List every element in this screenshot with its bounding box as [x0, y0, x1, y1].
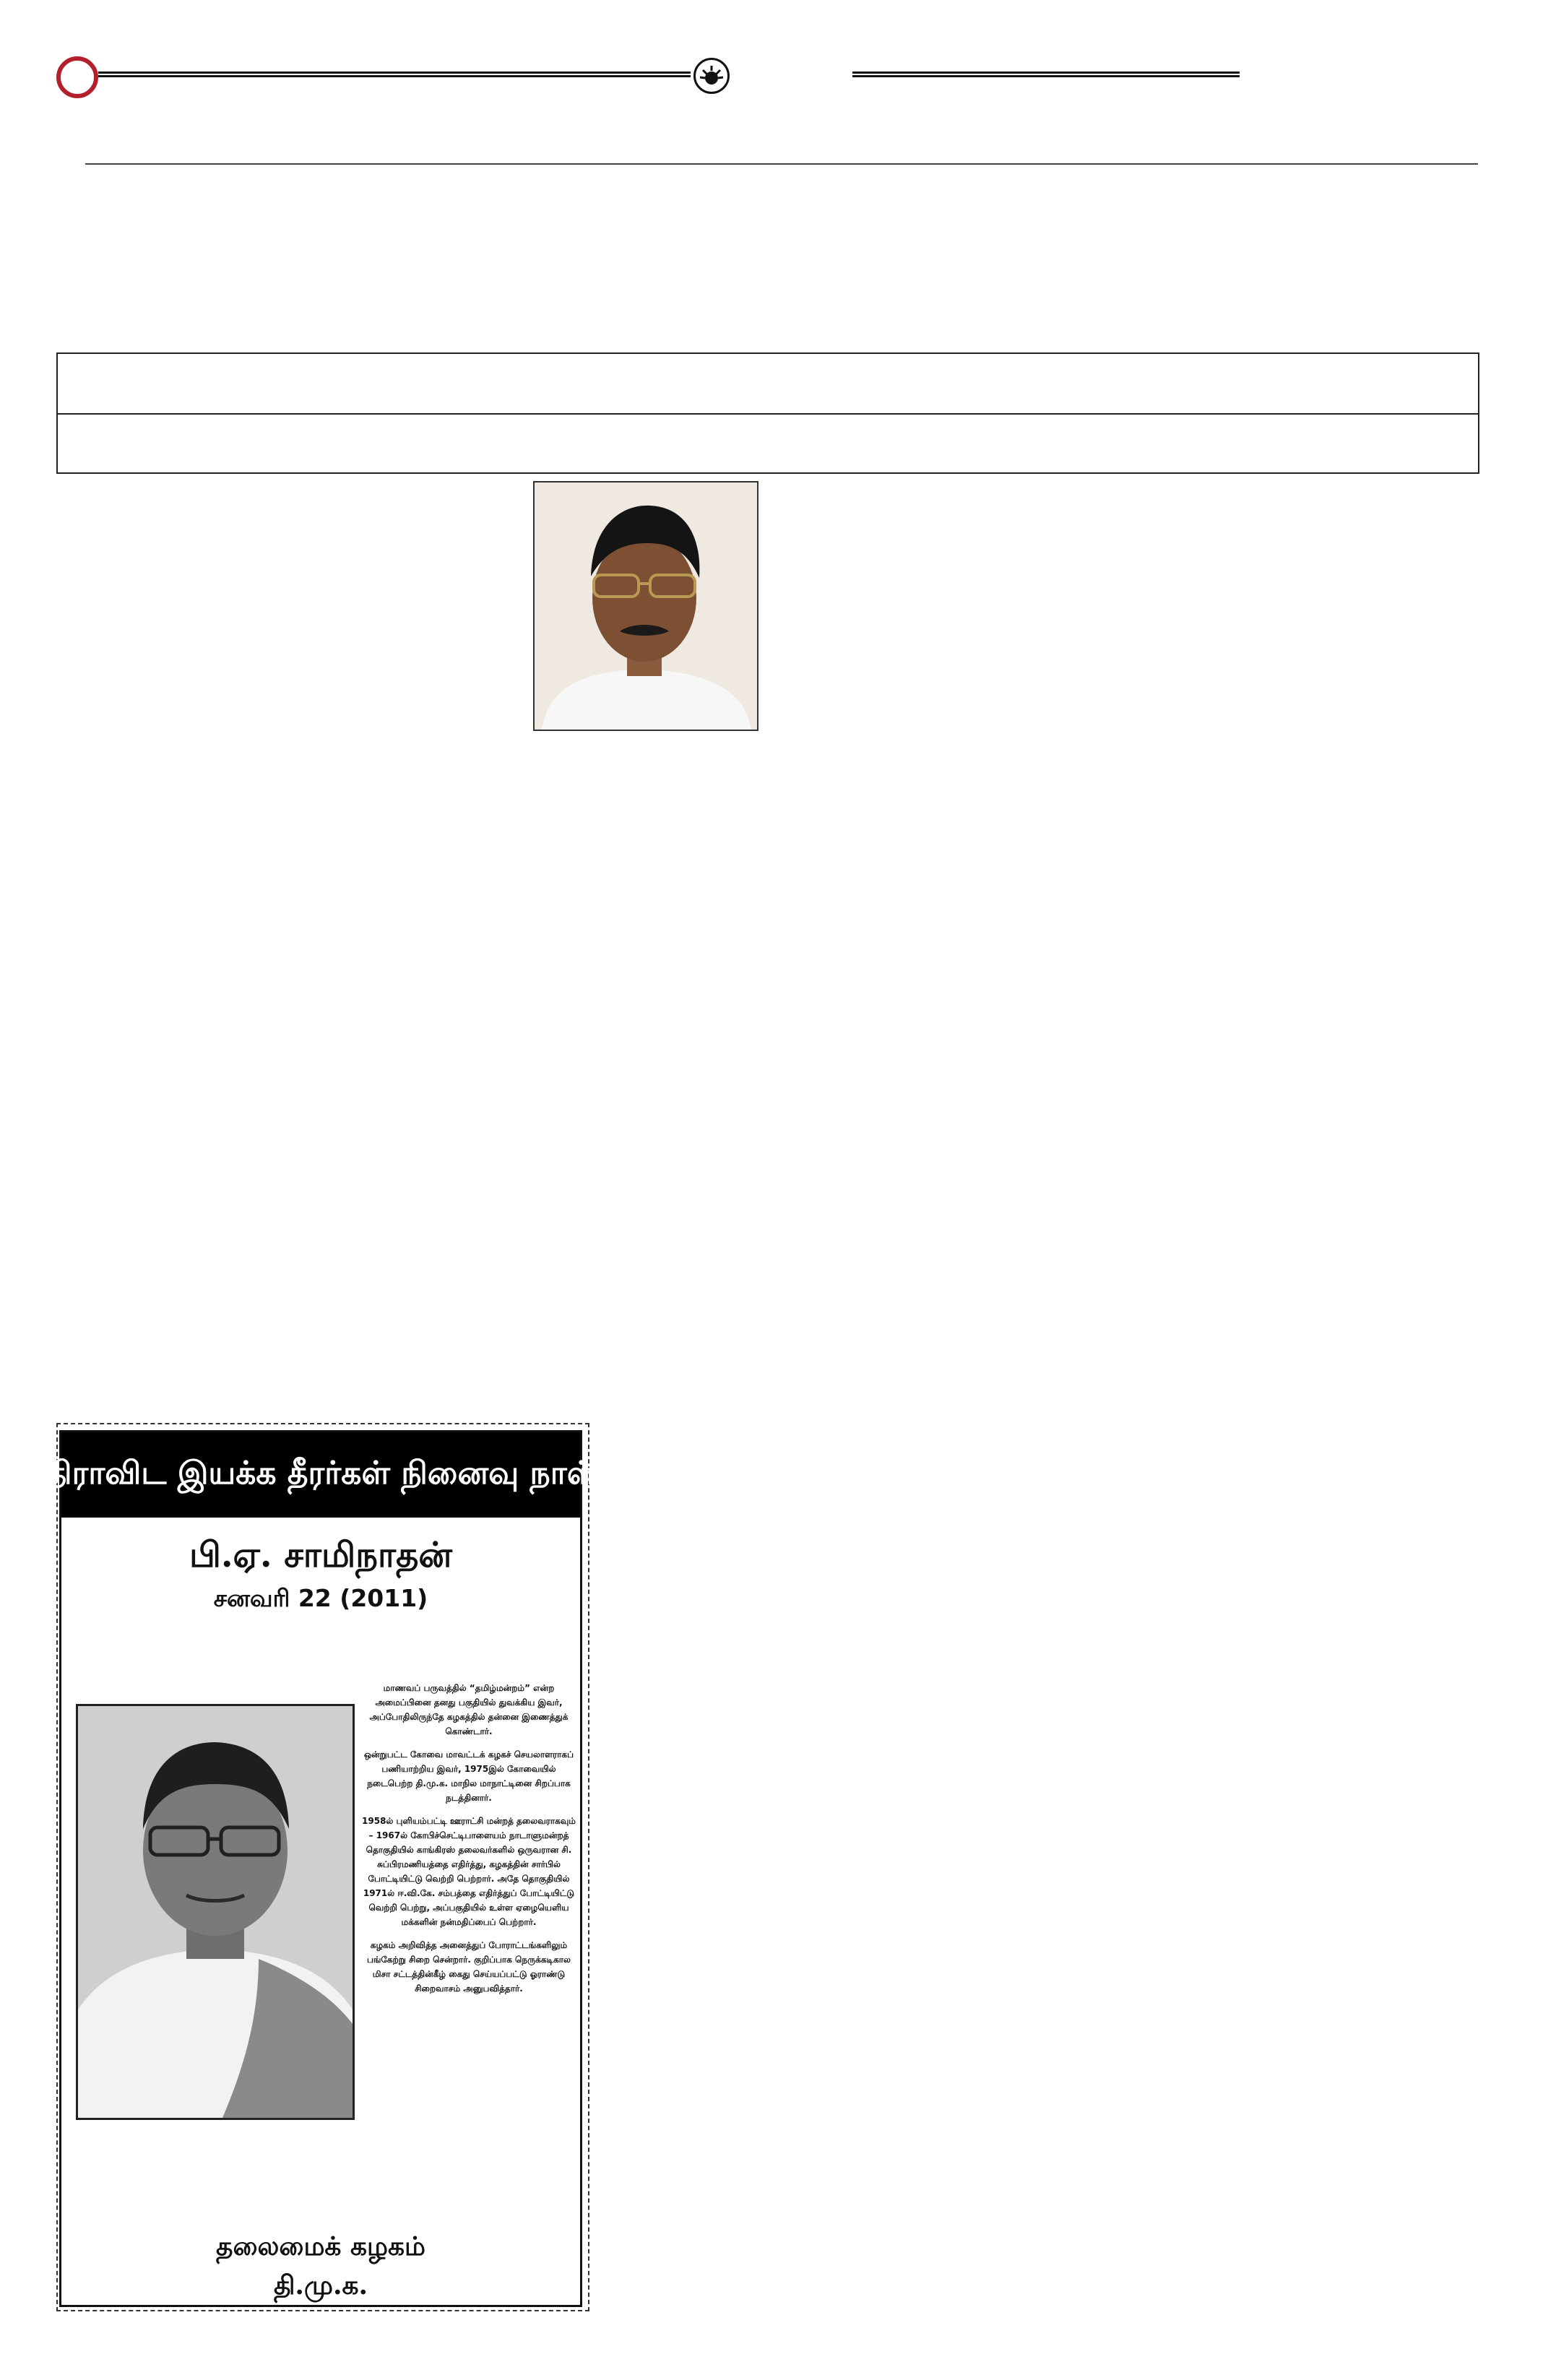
- memorial-person-name: பி.ஏ. சாமிநாதன்: [189, 1535, 452, 1575]
- memorial-portrait-photo: [76, 1704, 355, 2120]
- masthead-rule-left: [98, 72, 691, 77]
- memorial-banner-title: திராவிட இயக்க தீரர்கள் நினைவு நாள்: [61, 1432, 580, 1518]
- masthead-rule-right: [852, 72, 1240, 77]
- header-divider: [85, 163, 1478, 165]
- header-table: [56, 352, 1479, 474]
- memorial-bio-paragraph: மாணவப் பருவத்தில் “தமிழ்மன்றம்” என்ற அமைப்பினை தனது பகுதியில் துவக்கிய இவர், அப்போதிலிருந்தே கழகத்தில் தன்னை இணைத்துக் கொண்டார்.: [369, 1683, 569, 1736]
- memorial-ad: [46, 1430, 596, 2307]
- memorial-footer-line1: தலைமைக் கழகம்: [216, 2231, 425, 2262]
- header-table-divider: [58, 413, 1478, 415]
- memorial-date: சனவரி 22 (2011): [213, 1584, 428, 1612]
- memorial-biography: [360, 1681, 577, 2004]
- memorial-bio-paragraph: 1958ல் புளியம்பட்டி ஊராட்சி மன்றத் தலைவராகவும் – 1967ல் கோபிச்செட்டிபாளையம் நாடாளுமன்றத் தொகுதியில் காங்கிரஸ் தலைவர்களில் ஒருவரான சி. சுப்பிரமணியத்தை எதிர்த்து, கழகத்தின் சார்பில் போட்டியிட்டு வெற்றி பெற்றார். அதே தொகுதியில் 1971ல் ஈ.வி.கே. சம்பத்தை எதிர்த்துப் போட்டியிட்டு வெற்றி பெற்று, அப்பகுதியில் உள்ள ஏழையெளிய மக்களின் நன்மதிப்பைப் பெற்றார்.: [362, 1816, 576, 1927]
- memorial-bio-paragraph: ஒன்றுபட்ட கோவை மாவட்டக் கழகச் செயலாளராகப் பணியாற்றிய இவர், 1975இல் கோவையில் நடைபெற்ற தி.மு.க. மாநில மாநாட்டினை சிறப்பாக நடத்தினார்.: [363, 1749, 574, 1803]
- page-corner-circle: [56, 56, 98, 98]
- memorial-footer: [61, 2227, 580, 2305]
- memorial-footer-line2: தி.மு.க.: [273, 2270, 368, 2301]
- portrait-photo-top: [533, 481, 758, 731]
- rising-sun-emblem-icon: [693, 58, 730, 94]
- memorial-bio-paragraph: கழகம் அறிவித்த அனைத்துப் போராட்டங்களிலும் பங்கேற்று சிறை சென்றார். குறிப்பாக நெருக்கடிகால மிசா சட்டத்தின்கீழ் கைது செய்யப்பட்டு ஓராண்டு சிறைவாசம் அனுபவித்தார்.: [366, 1940, 571, 1994]
